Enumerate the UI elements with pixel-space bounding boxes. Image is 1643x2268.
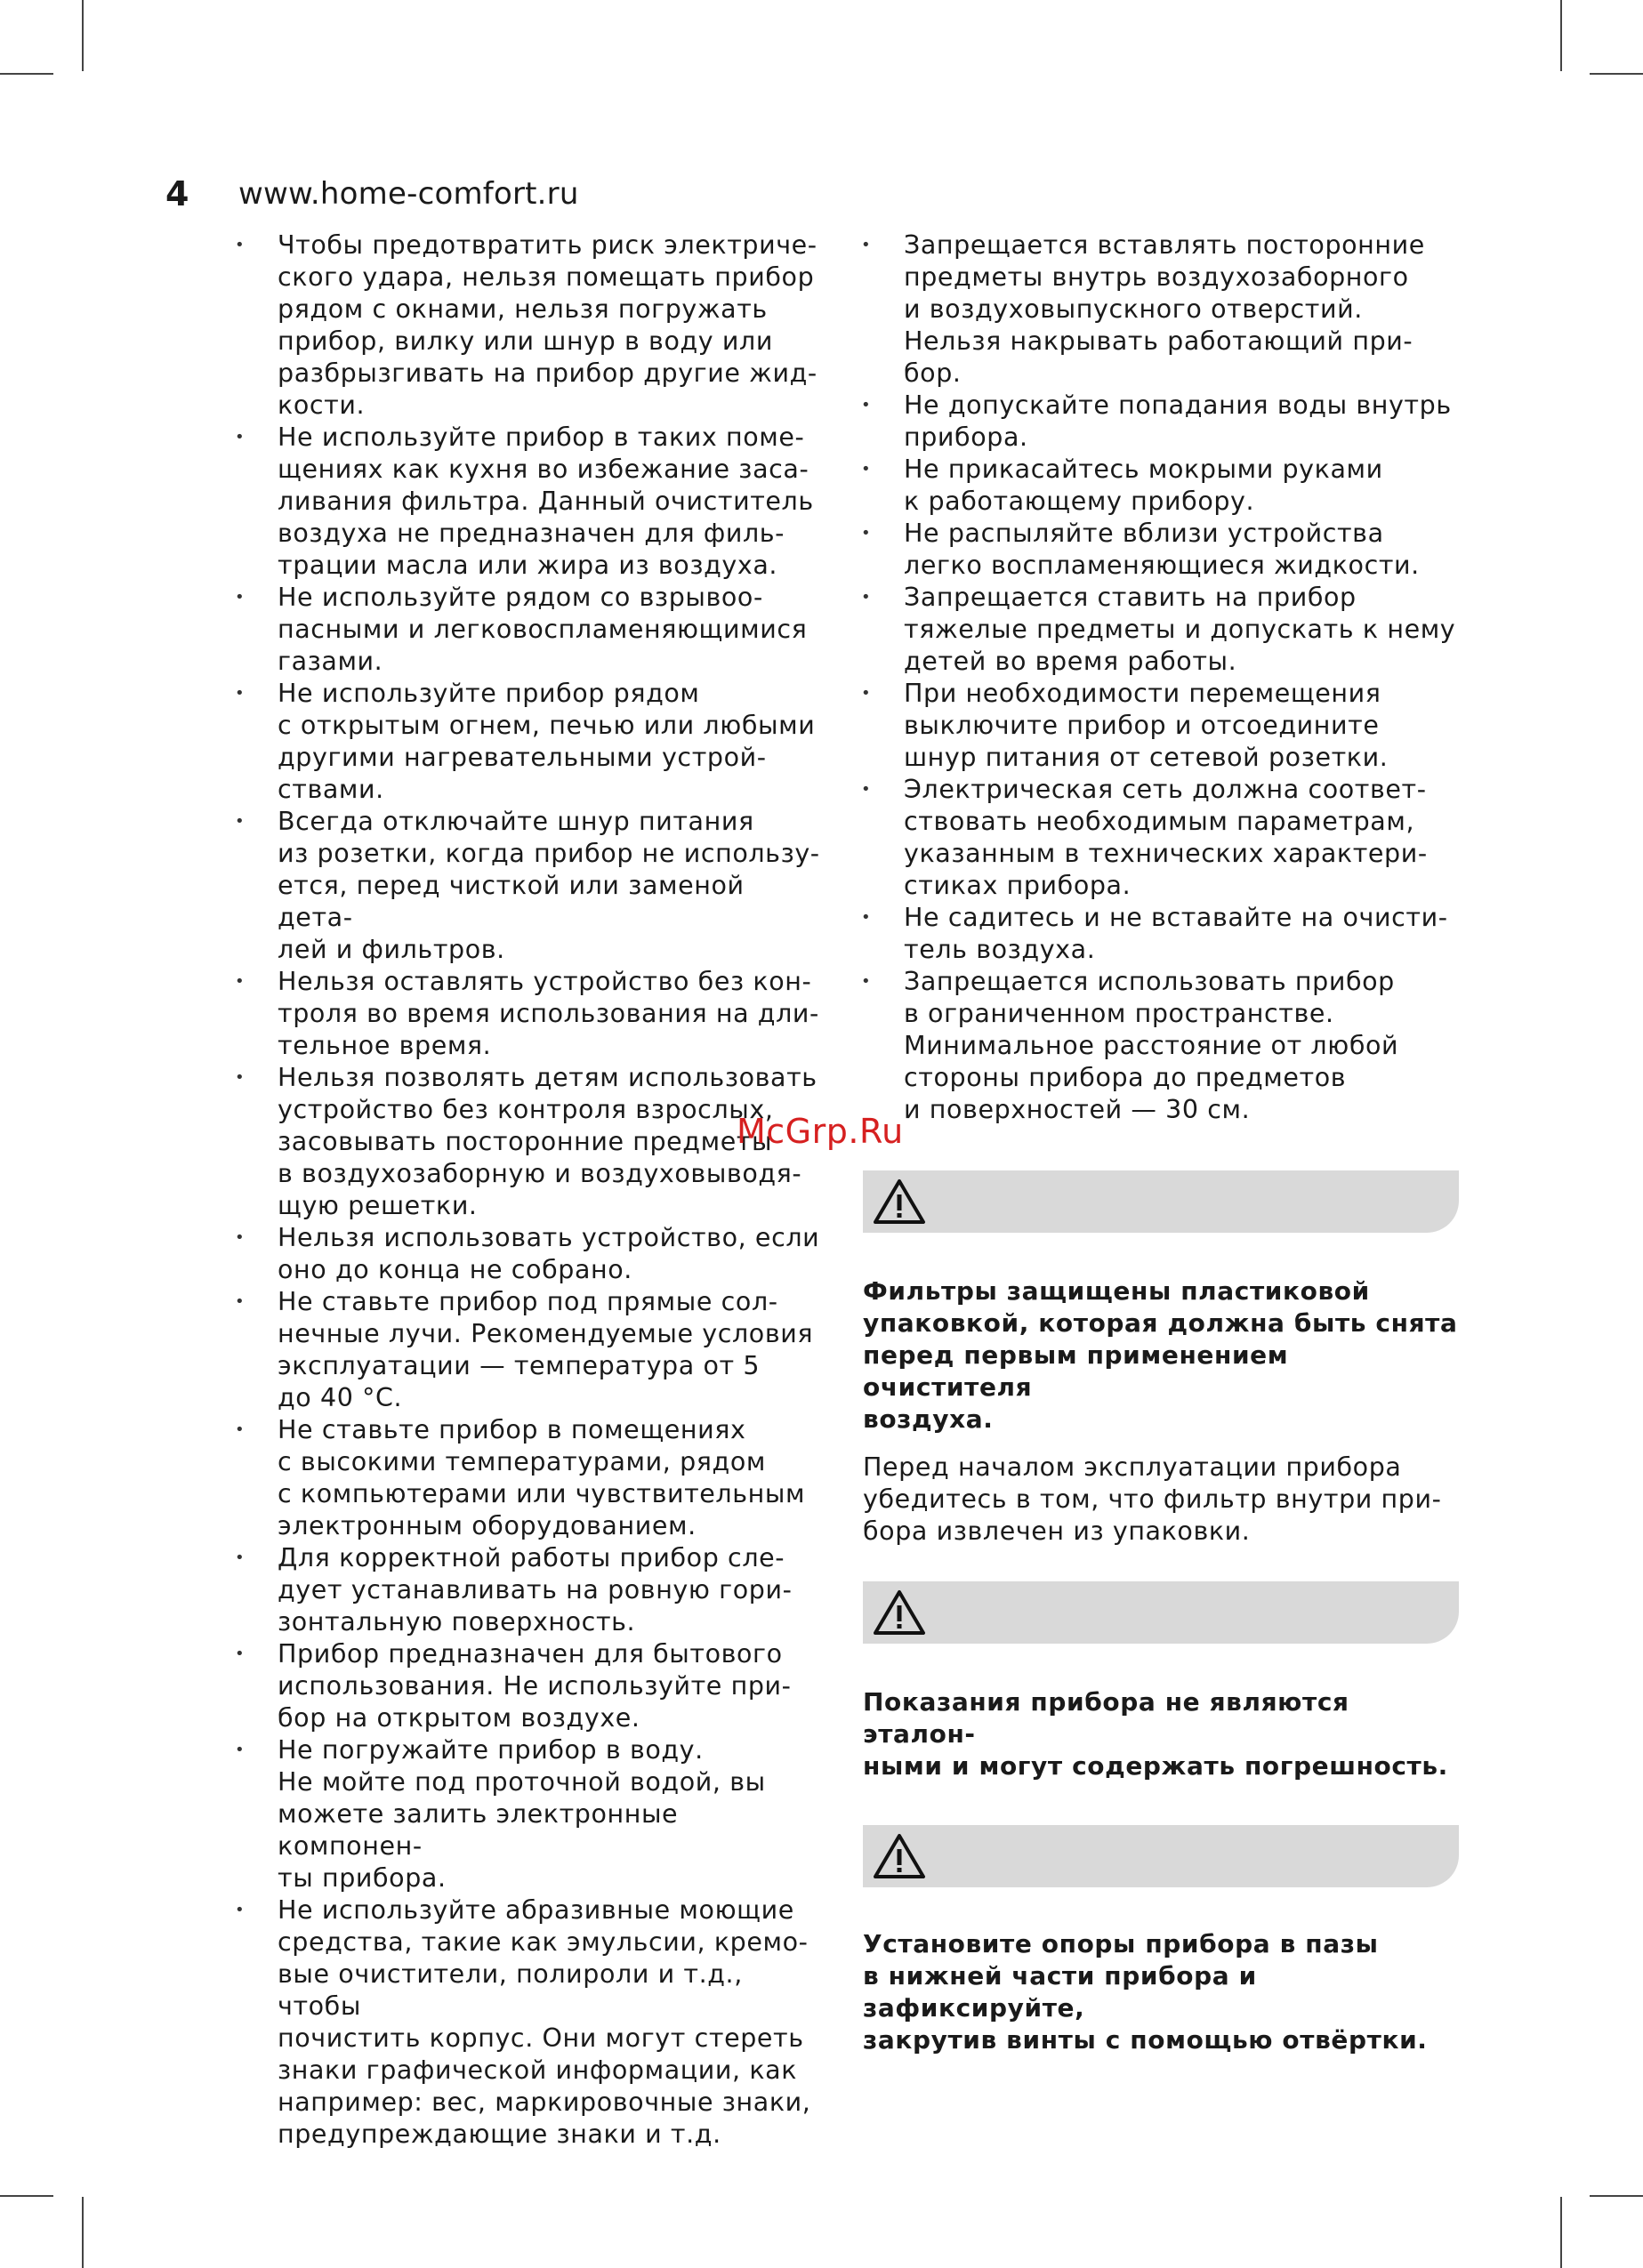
warning-bold-text: Фильтры защищены пластиковой упаковкой, которая должна быть снята перед первым применением очистителя воздуха. xyxy=(863,1276,1458,1434)
left-column xyxy=(233,229,820,2151)
list-item: • Не распыляйте вблизи устройства легко воспламеняющиеся жидкости. xyxy=(859,518,1464,582)
warning-text: Перед началом эксплуатации прибора убедитесь в том, что фильтр внутри при- бора извлечен из упаковки. xyxy=(863,1452,1442,1546)
safety-list-right xyxy=(859,229,1464,1126)
list-item: • Не ставьте прибор под прямые сол- нечные лучи. Рекомендуемые условия эксплуатации — температура от 5 до 40 °C. xyxy=(233,1286,820,1414)
list-item: • Не прикасайтесь мокрыми руками к работающему прибору. xyxy=(859,454,1464,518)
list-item: • Прибор предназначен для бытового использования. Не используйте при- бор на открытом воздухе. xyxy=(233,1638,820,1734)
list-item: • Чтобы предотвратить риск электриче- ского удара, нельзя помещать прибор рядом с окнами, нельзя погружать прибор, вилку или шнур в воду или разбрызгивать на прибор другие жид- кости. xyxy=(233,229,820,422)
page-number: 4 xyxy=(165,174,189,213)
warning-bar xyxy=(863,1825,1459,1887)
list-item: • Электрическая сеть должна соответ- ствовать необходимым параметрам, указанным в технических характери- стиках прибора. xyxy=(859,774,1464,902)
warning-triangle-icon xyxy=(872,1177,927,1226)
crop-mark xyxy=(82,2197,84,2268)
list-item: • Запрещается вставлять посторонние предметы внутрь воздухозаборного и воздуховыпускного отверстий. Нельзя накрывать работающий при- бор. xyxy=(859,229,1464,390)
crop-mark xyxy=(0,73,53,75)
crop-mark xyxy=(82,0,84,71)
list-item: • Не погружайте прибор в воду. Не мойте под проточной водой, вы можете залить электронные компонен- ты прибора. xyxy=(233,1734,820,1894)
list-item: • Запрещается ставить на прибор тяжелые предметы и допускать к нему детей во время работы. xyxy=(859,582,1464,678)
warning-triangle-icon xyxy=(872,1588,927,1637)
list-item: • Нельзя использовать устройство, если оно до конца не собрано. xyxy=(233,1222,820,1286)
list-item: • Не допускайте попадания воды внутрь прибора. xyxy=(859,390,1464,454)
page-header xyxy=(165,167,579,221)
list-item: • Не используйте прибор рядом с открытым огнем, печью или любыми другими нагревательными устрой- ствами. xyxy=(233,678,820,806)
list-item: • Не ставьте прибор в помещениях с высокими температурами, рядом с компьютерами или чувствительным электронным оборудованием. xyxy=(233,1414,820,1542)
list-item: • Не используйте рядом со взрывоо- пасными и легковоспламеняющимися газами. xyxy=(233,582,820,678)
list-item: • Запрещается использовать прибор в ограниченном пространстве. Минимальное расстояние от любой стороны прибора до предметов и поверхностей — 30 см. xyxy=(859,966,1464,1126)
list-item: • Не садитесь и не вставайте на очисти- тель воздуха. xyxy=(859,902,1464,966)
list-item: • Всегда отключайте шнур питания из розетки, когда прибор не использу- ется, перед чисткой или заменой дета- лей и фильтров. xyxy=(233,806,820,966)
list-item: • Не используйте прибор в таких поме- щениях как кухня во избежание заса- ливания фильтра. Данный очиститель воздуха не предназначен для филь- трации масла или жира из воздуха. xyxy=(233,422,820,582)
list-item: • Нельзя позволять детям использовать устройство без контроля взрослых, засовывать посторонние предметы в воздухозаборную и воздуховыводя- щую решетки. xyxy=(233,1062,820,1222)
crop-mark xyxy=(1560,2197,1562,2268)
list-item: • При необходимости перемещения выключите прибор и отсоедините шнур питания от сетевой розетки. xyxy=(859,678,1464,774)
list-item: • Не используйте абразивные моющие средства, такие как эмульсии, кремо- вые очистители, полироли и т.д., чтобы почистить корпус. Они могут стереть знаки графической информации, как например: вес, маркировочные знаки, предупреждающие знаки и т.д. xyxy=(233,1894,820,2151)
safety-list-left xyxy=(233,229,820,2151)
warning-bar xyxy=(863,1170,1459,1233)
crop-mark xyxy=(1560,0,1562,71)
warning-bar xyxy=(863,1581,1459,1644)
crop-mark xyxy=(1590,73,1643,75)
list-item: • Для корректной работы прибор сле- дует устанавливать на ровную гори- зонтальную поверхность. xyxy=(233,1542,820,1638)
warning-bold-text: Показания прибора не являются эталон- ными и могут содержать погрешность. xyxy=(863,1687,1448,1781)
warning-triangle-icon xyxy=(872,1831,927,1881)
crop-mark xyxy=(0,2195,53,2197)
warning-bold-text: Установите опоры прибора в пазы в нижней части прибора и зафиксируйте, закрутив винты с помощью отвёртки. xyxy=(863,1929,1428,2055)
list-item: • Нельзя оставлять устройство без кон- троля во время использования на дли- тельное время. xyxy=(233,966,820,1062)
site-url: www.home-comfort.ru xyxy=(238,176,579,212)
watermark: McGrp.Ru xyxy=(737,1112,904,1151)
right-column xyxy=(859,229,1464,2056)
crop-mark xyxy=(1590,2195,1643,2197)
